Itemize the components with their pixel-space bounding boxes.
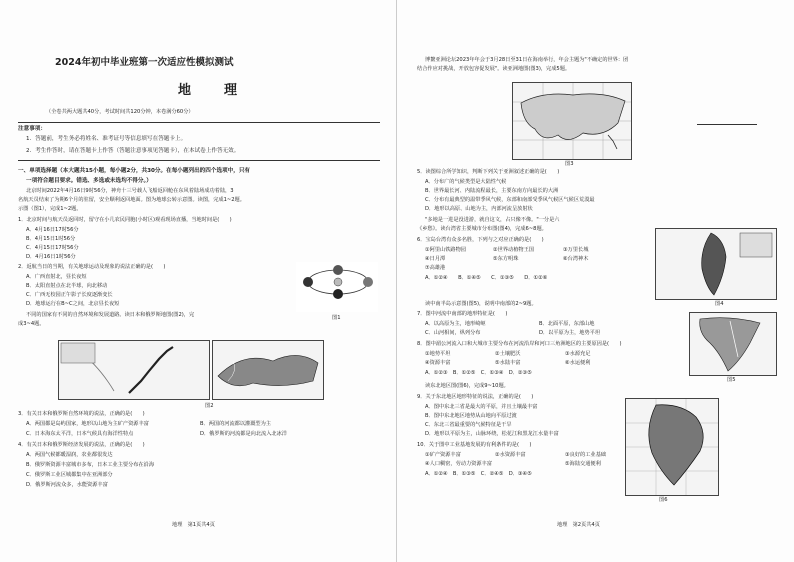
- intro-text: 北京时间2022年4月16日9时56分，神舟十三号载人飞船返回舱在东风着陆场成功着陆，3: [26, 188, 234, 194]
- figure-2-caption: 图2: [205, 403, 214, 409]
- figure-3-caption: 图3: [565, 161, 574, 167]
- section-heading-cont: 一项符合题目要求。错选、多选或未选均不得分。）: [26, 178, 152, 184]
- option-choices: A．①②④ B．①④⑤ C．①③⑤ D．①②⑥: [425, 275, 548, 281]
- figure-6-caption: 图6: [659, 497, 668, 503]
- option-a: A．4月16日17时56分: [26, 227, 79, 233]
- option-c: C．东北三省最重要的气候特征是干旱: [425, 422, 512, 428]
- subject-title: 地 理: [178, 83, 248, 98]
- question-1: 1．北京时间与航天员返回时，留守在小几农民同胞(小时区)观看现场直播，当地时间是( ): [18, 217, 232, 223]
- option-d: D．4月16日1时56分: [26, 254, 76, 260]
- taiwan-map-drawing: [656, 229, 776, 299]
- option-item: ⑤海陆交通便利: [565, 461, 601, 467]
- intro-text: 读东北地区图(图6)，完成9~10题。: [425, 383, 509, 389]
- option-item: ⑥台湾神木: [563, 256, 589, 262]
- option-item: ⑤水陆丰富: [495, 360, 521, 366]
- option-item: ③万里长城: [563, 247, 589, 253]
- question-8: 8．图中湄公河流入口和大城市主要分布在河流沿岸和河口三角洲地区的主要原因是( ): [417, 341, 622, 347]
- japan-map-drawing: [59, 341, 209, 399]
- question-9: 9．关于东北地区地形特征的说法，正确的是( ): [417, 394, 534, 400]
- question-3: 3．有关日本和俄罗斯自然环境的说法，正确的是( ): [18, 411, 145, 417]
- option-c: C．分布有最典型的温带季风气候，东部和南部受季风气候区气候区荒漠最: [425, 197, 595, 203]
- option-item: ⑥水运便利: [565, 360, 591, 366]
- intro-text: 不同的国家有不同的自然环境和发展道路。读日本和俄罗斯地图(图2)，完: [26, 312, 195, 318]
- intro-text: 成3~4题。: [18, 321, 45, 327]
- option-item: ③水源充足: [565, 351, 591, 357]
- question-10: 10．关于图中工业基地发展的有利条件的是( ): [417, 442, 532, 448]
- option-item: ⑤东方明珠: [493, 256, 519, 262]
- question-4: 4．有关日本和俄罗斯经济发展的说法，正确的是( ): [18, 442, 145, 448]
- option-item: ①阿里山铁路物园: [425, 247, 466, 253]
- northeast-china-map: [625, 398, 719, 496]
- asia-map: [512, 82, 632, 160]
- option-b: B．世界最长河、内陆流程最长，主要东南方向最长的大洲: [425, 188, 559, 194]
- option-c: C．4月15日17时56分: [26, 245, 79, 251]
- option-a: A．两国都是岛屿国家，地形以山地为主矿产资源丰富: [26, 421, 149, 427]
- divider: [18, 122, 380, 123]
- exam-page-2: [397, 0, 794, 562]
- option-b: B．俄罗斯资源丰富城市多布，日本工业主要分布在沿海: [26, 462, 155, 468]
- option-item: ②土壤肥沃: [495, 351, 521, 357]
- orbit-drawing: [296, 262, 378, 312]
- poem-text: "多地是一进是没进游，就自这文，占只像不像。"一分是六: [425, 217, 560, 223]
- mark-line: [697, 124, 757, 125]
- earth-orbit-diagram: [296, 262, 378, 312]
- option-d: D．以平原为主，地势平坦: [539, 330, 601, 336]
- option-a: A．分布广的气候类型是大陆性气候: [425, 179, 507, 185]
- option-c: C．日本海东太平洋，日本气候具有海洋性特点: [26, 431, 134, 437]
- indochina-map-drawing: [690, 313, 776, 375]
- option-a: A．图中东北三省是最大的平原，并且土壤最丰富: [425, 404, 538, 410]
- figure-5-caption: 图5: [727, 377, 736, 383]
- notice-item-2: 2．考生作答时，请在答题卡上作答（答题注意事项见答题卡），在本试卷上作答无效。: [26, 148, 240, 154]
- option-choices: A．①②④ B．①③⑤ C．②④⑤ D．③④⑤: [425, 471, 532, 477]
- russia-map: [212, 340, 324, 400]
- intro-text: 结合作应对挑战，开放包容促发展"。读亚洲地图(图3)，完成5题。: [417, 66, 571, 72]
- option-c: C．广西无校园正午影子长度逐渐变长: [26, 292, 113, 298]
- option-a: A．广西直射北，昼长夜短: [26, 274, 87, 280]
- russia-map-drawing: [213, 341, 323, 399]
- intro-text: 博鳌亚洲论坛2023年年会于3月28日至31日在海南举行，年会主题为"不确定的世界：团: [425, 57, 629, 63]
- japan-map: [58, 340, 210, 400]
- question-2: 2．返航当日的当期，有关地球运动及现象的说法正确的是( ): [18, 264, 166, 270]
- exam-note: （全卷共两大题共40分，考试时间共120分钟，本卷满分60分）: [46, 109, 194, 115]
- option-b: B．4月15日1时56分: [26, 236, 76, 242]
- option-item: ④资源丰富: [425, 360, 451, 366]
- taiwan-map: [655, 228, 777, 300]
- option-item: ③良好的工业基础: [565, 452, 606, 458]
- option-item: ②世界动植物王国: [493, 247, 534, 253]
- option-item: ①矿产资源丰富: [425, 452, 461, 458]
- option-d: D．地球运行在B~C之间，北京昼长夜短: [26, 301, 120, 307]
- option-item: ⑦高雄港: [425, 265, 446, 271]
- option-item: ④人口稠密，劳动力资源丰富: [425, 461, 492, 467]
- notice-title: 注意事项：: [18, 126, 46, 132]
- intro-text: 读中南半岛示意图(图5)，说明中南部的2~9题。: [425, 301, 537, 307]
- page-footer: 地理 第2页共4页: [557, 522, 600, 528]
- option-d: D．地形以高原、山地为主，内部河流呈放射状: [425, 206, 533, 212]
- notice-item-1: 1．答题前，考生务必将姓名、准考证号等信息填写在答题卡上。: [26, 136, 187, 142]
- option-b: B．两国的河流都以灌溉型为主: [200, 421, 271, 427]
- option-d: D．俄罗斯的河流都是向北流入北冰洋: [200, 431, 287, 437]
- option-item: ④日月潭: [425, 256, 446, 262]
- intro-text: 名航天员结束了为期6个月的驻留，安全顺利返回地面。图为地球公转示意图。读图，完成1~2题。: [18, 197, 245, 203]
- option-item: ①地势平坦: [425, 351, 451, 357]
- northeast-china-map-drawing: [626, 399, 718, 495]
- option-b: B．图中东北地区地势从山地向平原过渡: [425, 413, 517, 419]
- option-choices: A．①②③ B．①②⑤ C．①③④ D．②③⑤: [425, 370, 532, 376]
- page-footer: 地理 第1页共4页: [172, 522, 215, 528]
- question-7: 7．图中河流中南部的地形特征是( ): [417, 311, 508, 317]
- section-heading: 一、单项选择题（本大题共15小题，每小题2分，共30分。在每小题列出的四个选项中，只有: [18, 168, 251, 174]
- option-b: B．太阳直射点在北半球，向北移动: [26, 283, 108, 289]
- option-item: ②水资源丰富: [495, 452, 526, 458]
- divider: [18, 160, 380, 161]
- option-d: D．地形以平原为主，山脉环绕，松花江和黑龙江水量丰富: [425, 431, 559, 437]
- asia-map-drawing: [513, 83, 631, 159]
- option-a: A．两国气候都暖湿润，农业都很发达: [26, 452, 113, 458]
- intro-text: 示图（图1），完成1~2题。: [18, 206, 82, 212]
- question-5: 5．读图综合所学知识，判断下列关于亚洲叙述正确的是( ): [417, 169, 560, 175]
- exam-title: 2024年初中毕业班第一次适应性模拟测试: [55, 57, 234, 68]
- indochina-map: [689, 312, 777, 376]
- option-d: D．俄罗斯河流众多，水能资源丰富: [26, 482, 108, 488]
- option-c: C．俄罗斯工业区城都集中在亚洲部分: [26, 472, 113, 478]
- poem-text: 《乡愁》。读台湾省主要城市分布图(图4)，完成6~8题。: [417, 226, 547, 232]
- option-b: B．北面平原，东部山地: [539, 321, 595, 327]
- question-6: 6．宝岛台湾有众多名胜，下列与之对应正确的是( ): [417, 237, 544, 243]
- option-a: A．以高原为主，地形崎岖: [425, 321, 486, 327]
- figure-1-caption: 图1: [332, 315, 341, 321]
- figure-4-caption: 图4: [715, 301, 724, 307]
- option-c: C．山河相间，纵列分布: [425, 330, 481, 336]
